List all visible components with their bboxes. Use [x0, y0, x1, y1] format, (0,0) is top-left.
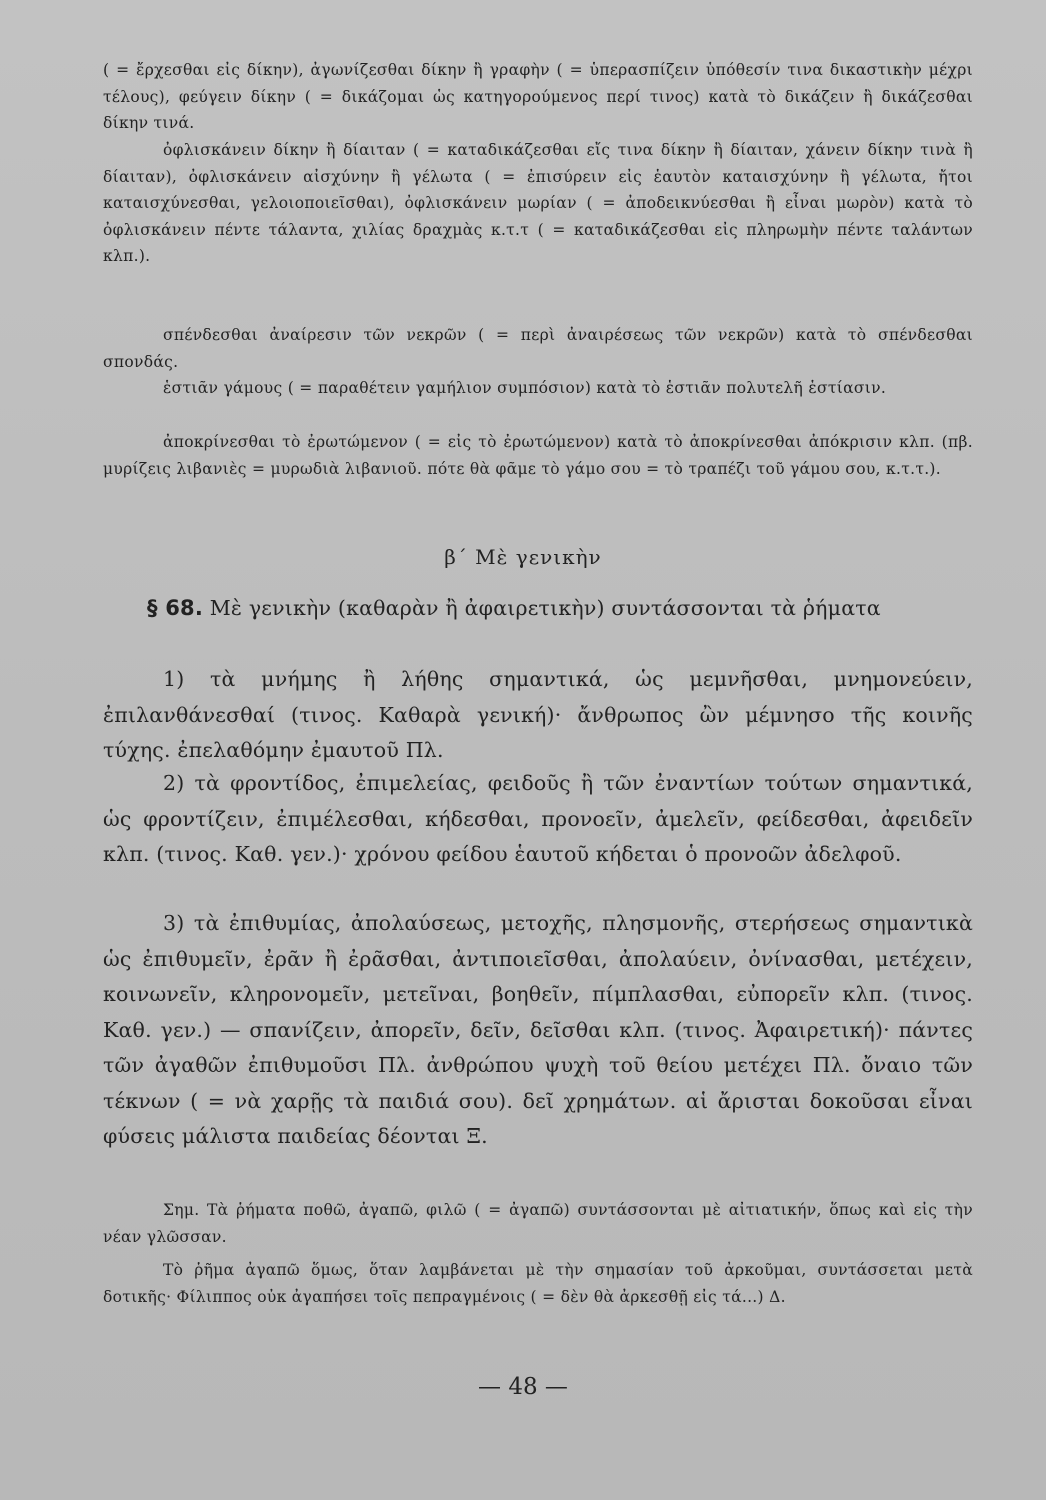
page-number: — 48 — — [478, 1374, 568, 1400]
intro-paragraph: ( = ἔρχεσθαι εἰς δίκην), ἀγωνίζεσθαι δίκην ἢ γραφὴν ( = ὑπερασπίζειν ὑπόθεσίν τινα δικαστικὴν μέχρι τέλους), φεύγειν δίκην ( = δικάζομαι ὡς κατηγορούμενος περί τινος) κατὰ τὸ δικάζειν ἢ δικάζεσθαι δίκην τινά. — [103, 61, 973, 133]
spendesthai-paragraph: σπένδεσθαι ἀναίρεσιν τῶν νεκρῶν ( = περὶ ἀναιρέσεως τῶν νεκρῶν) κατὰ τὸ σπένδεσθαι σπονδάς. — [103, 326, 973, 371]
section-number: § 68. — [147, 596, 204, 620]
hestian-paragraph: ἑστιᾶν γάμους ( = παραθέτειν γαμήλιον συμπόσιον) κατὰ τὸ ἑστιᾶν πολυτελῆ ἑστίασιν. — [163, 379, 887, 397]
note-1: Σημ. Τὰ ῥήματα ποθῶ, ἀγαπῶ, φιλῶ ( = ἀγαπῶ) συντάσσονται μὲ αἰτιατικήν, ὅπως καὶ εἰς τὴν νέαν γλῶσσαν. — [103, 1201, 973, 1246]
item-3-desire-verbs: 3) τὰ ἐπιθυμίας, ἀπολαύσεως, μετοχῆς, πλησμονῆς, στερήσεως σημαντικὰ ὡς ἐπιθυμεῖν, ἐρᾶν ἢ ἐρᾶσθαι, ἀντιποιεῖσθαι, ἀπολαύειν, ὀνίνασθαι, μετέχειν, κοινωνεῖν, κληρονομεῖν, μετεῖναι, βοηθεῖν, πίμπλασθαι, εὐπορεῖν κλπ. (τινος. Καθ. γεν.) — σπανίζειν, ἀπορεῖν, δεῖν, δεῖσθαι κλπ. (τινος. Ἀφαιρετική)· πάντες τῶν ἀγαθῶν ἐπιθυμοῦσι Πλ. ἀνθρώπου ψυχὴ τοῦ θείου μετέχει Πλ. ὄναιο τῶν τέκνων ( = νὰ χαρῇς τὰ παιδιά σου). δεῖ χρημάτων. αἱ ἄρισται δοκοῦσαι εἶναι φύσεις μάλιστα παιδείας δέονται Ξ. — [103, 911, 973, 1148]
ophliskanein-paragraph: ὀφλισκάνειν δίκην ἢ δίαιταν ( = καταδικάζεσθαι εἴς τινα δίκην ἢ δίαιταν, χάνειν δίκην τινὰ ἢ δίαιταν), ὀφλισκάνειν αἰσχύνην ἢ γέλωτα ( = ἐπισύρειν εἰς ἑαυτὸν καταισχύνην ἢ γέλωτα, ἤτοι καταισχύνεσθαι, γελοιοποιεῖσθαι), ὀφλισκάνειν μωρίαν ( = ἀποδεικνύεσθαι ἢ εἶναι μωρὸν) κατὰ τὸ ὀφλισκάνειν πέντε τάλαντα, χιλίας δραχμὰς κ.τ.τ ( = καταδικάζεσθαι εἰς πληρωμὴν πέντε ταλάντων κλπ.). — [103, 141, 973, 266]
apokrinesthai-paragraph: ἀποκρίνεσθαι τὸ ἐρωτώμενον ( = εἰς τὸ ἐρωτώμενον) κατὰ τὸ ἀποκρίνεσθαι ἀπόκρισιν κλπ. (πβ. μυρίζεις λιβανιὲς = μυρωδιὰ λιβανιοῦ. πότε θὰ φᾶμε τὸ γάμο σου = τὸ τραπέζι τοῦ γάμου σου, κ.τ.τ.). — [103, 433, 973, 478]
item-2-care-verbs: 2) τὰ φροντίδος, ἐπιμελείας, φειδοῦς ἢ τῶν ἐναντίων τούτων σημαντικά, ὡς φροντίζειν, ἐπιμέλεσθαι, κήδεσθαι, προνοεῖν, ἀμελεῖν, φείδεσθαι, ἀφειδεῖν κλπ. (τινος. Καθ. γεν.)· χρόνου φείδου ἑαυτοῦ κήδεται ὁ προνοῶν ἀδελφοῦ. — [103, 771, 973, 866]
item-1-memory-verbs: 1) τὰ μνήμης ἢ λήθης σημαντικά, ὡς μεμνῆσθαι, μνημονεύειν, ἐπιλανθάνεσθαί (τινος. Καθαρὰ γενική)· ἄνθρωπος ὢν μέμνησο τῆς κοινῆς τύχης. ἐπελαθόμην ἐμαυτοῦ Πλ. — [103, 667, 973, 762]
section-heading: β΄ Μὲ γενικὴν — [444, 545, 602, 569]
note-2: Τὸ ῥῆμα ἀγαπῶ ὅμως, ὅταν λαμβάνεται μὲ τὴν σημασίαν τοῦ ἀρκοῦμαι, συντάσσεται μετὰ δοτικῆς· Φίλιππος οὐκ ἀγαπήσει τοῖς πεπραγμένοις ( = δὲν θὰ ἀρκεσθῇ εἰς τά...) Δ. — [103, 1261, 973, 1306]
section-intro: Μὲ γενικὴν (καθαρὰν ἢ ἀφαιρετικὴν) συντάσσονται τὰ ῥήματα — [209, 596, 881, 620]
section-intro-paragraph — [103, 591, 973, 627]
